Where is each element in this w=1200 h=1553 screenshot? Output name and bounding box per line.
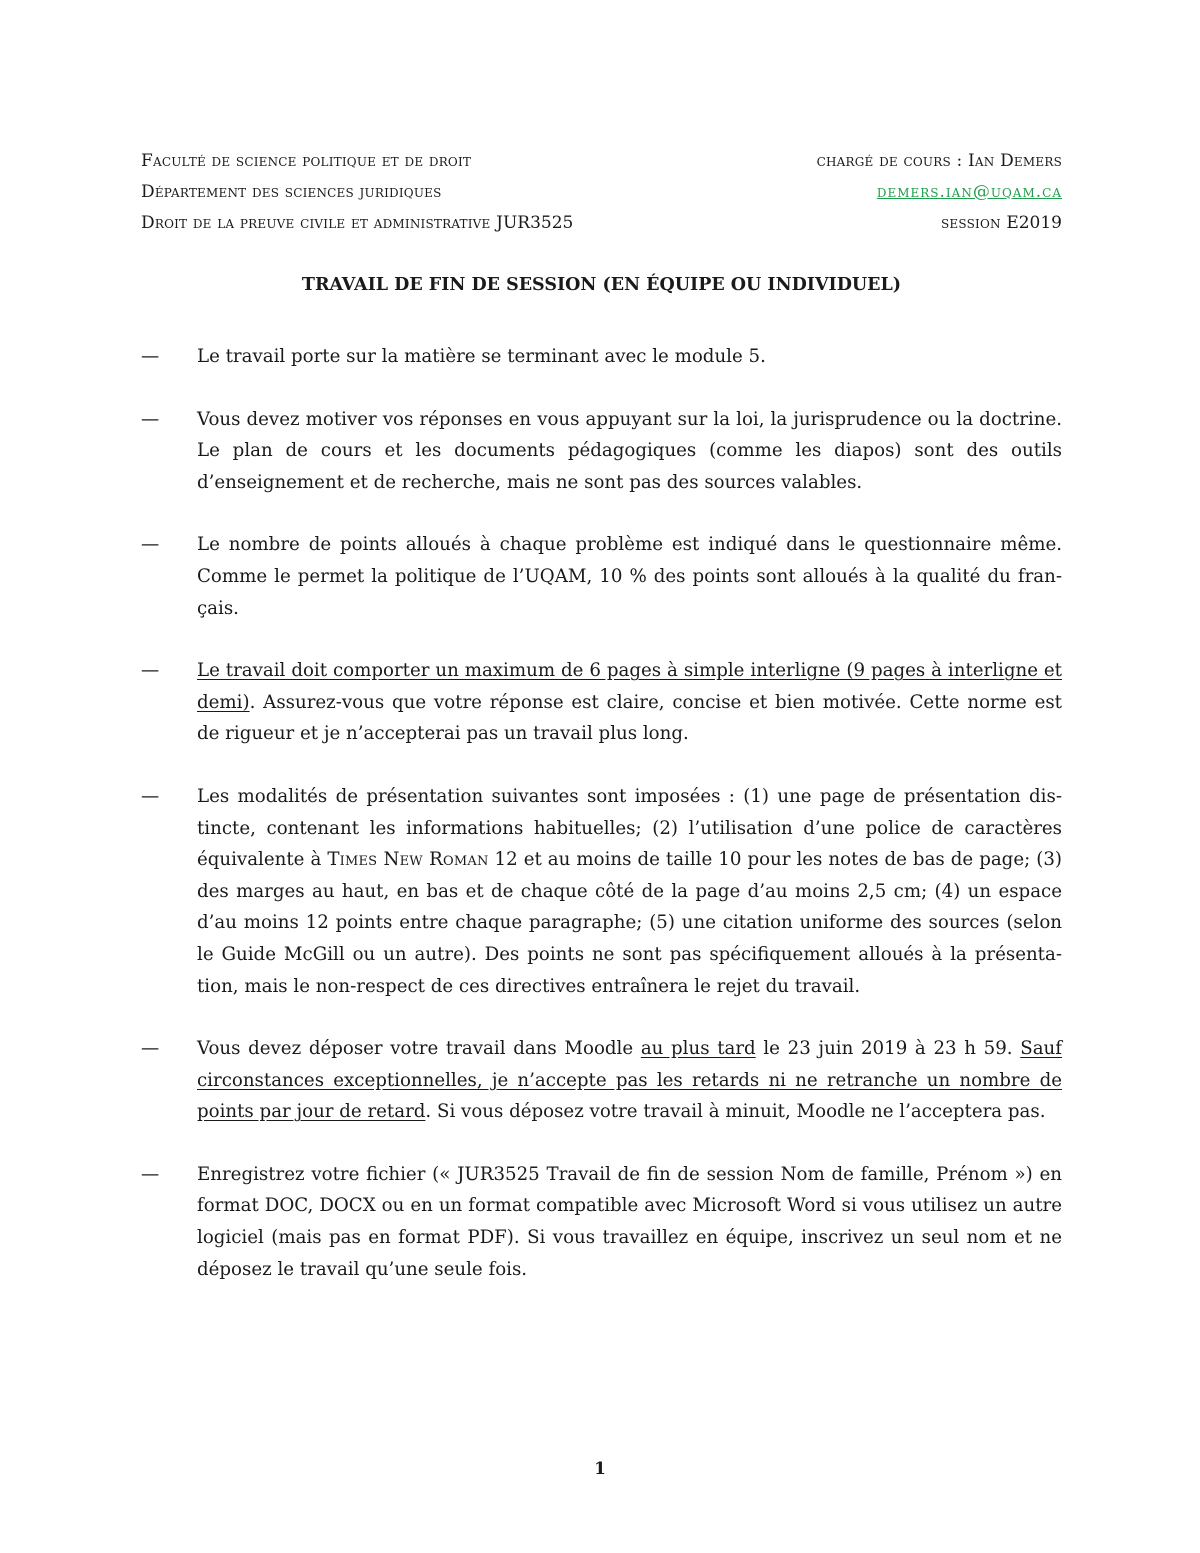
course-name: Droit de la preuve civile et administrative [141, 213, 497, 233]
faculty-name: Faculté de science politique et de droit [141, 151, 472, 171]
item-text-before: Les modalités de présentation suivantes sont imposées : (1) une page de présentation distincte, contenant les informations habituelles; (2) l’utilisation d’une police de caractères équivalente à [197, 785, 1062, 871]
item-text [197, 1033, 1062, 1128]
item-text-after: 12 et au moins de taille 10 pour les notes de bas de page; (3) des marges au haut, en bas et de chaque côté de la page d’au moins 2,5 cm; (4) un espace d’au moins 12 points entre chaque paragraphe; (5) une citation uniforme des sources (selon le Guide McGill ou un autre). Des points ne sont pas spécifiquement alloués à la présentation, mais le non-respect de ces directives entraînera le rejet du travail. [197, 849, 1062, 997]
list-item [141, 655, 1062, 750]
item-text: Vous devez motiver vos réponses en vous appuyant sur la loi, la jurisprudence ou la doctrine. Le plan de cours et les documents pédagogiques (comme les diapos) sont des outils d’enseignement et de recherche, mais ne sont pas des sources valables. [197, 408, 1062, 493]
session-line [941, 208, 1062, 239]
item-text: Le nombre de points alloués à chaque problème est indiqué dans le questionnaire même. Comme le permet la politique de l’UQAM, 10 % des points sont alloués à la qualité du français. [197, 534, 1062, 619]
bullet-dash: — [141, 785, 160, 807]
lecturer-line [817, 146, 1062, 177]
item-text [197, 655, 1062, 750]
course-code: JUR3525 [496, 213, 574, 233]
item-text [197, 781, 1062, 1002]
page-number: 1 [594, 1459, 606, 1479]
session-label: session [941, 213, 1007, 233]
document-header [141, 146, 1062, 239]
underlined-deadline: au plus tard [640, 1038, 756, 1060]
bullet-dash: — [141, 534, 160, 556]
bullet-dash: — [141, 1163, 160, 1185]
bullet-dash: — [141, 346, 160, 367]
underlined-requirement: Le travail doit comporter un maximum de 6 pages à simple interligne (9 pages à interligne et demi) [197, 660, 1062, 713]
department-name: Département des sciences juridiques [141, 182, 442, 202]
bullet-dash: — [141, 408, 160, 430]
header-row-3 [141, 208, 1062, 239]
lecturer-name: Ian Demers [968, 151, 1062, 171]
course-line [141, 208, 573, 239]
item-text: Le travail porte sur la matière se terminant avec le module 5. [197, 346, 766, 367]
list-item [141, 529, 1062, 624]
item-text-part1: Vous devez déposer votre travail dans Moodle [197, 1038, 641, 1060]
bullet-dash: — [141, 1038, 160, 1060]
document-title: TRAVAIL DE FIN DE SESSION (EN ÉQUIPE OU INDIVIDUEL) [301, 275, 902, 295]
session-code: E2019 [1006, 213, 1062, 233]
item-text-part2: le 23 juin 2019 à 23 h 59. [755, 1038, 1021, 1060]
item-text: Enregistrez votre fichier (« JUR3525 Travail de fin de session Nom de famille, Prénom ») en format DOC, DOCX ou en un format compatible avec Microsoft Word si vous utilisez un autre logiciel (mais pas en format PDF). Si vous travaillez en équipe, inscrivez un seul nom et ne déposez le travail qu’une seule fois. [197, 1163, 1062, 1280]
list-item [141, 1033, 1062, 1128]
list-item [141, 781, 1062, 1002]
list-item [141, 404, 1062, 499]
font-name: Times New Roman [327, 849, 489, 871]
item-text-rest: . Assurez-vous que votre réponse est claire, concise et bien motivée. Cette norme est de rigueur et je n’accepterai pas un travail plus long. [197, 691, 1062, 745]
bullet-dash: — [141, 660, 160, 682]
item-text-part3: . Si vous déposez votre travail à minuit, Moodle ne l’acceptera pas. [425, 1101, 1046, 1123]
lecturer-label: chargé de cours : [816, 151, 969, 171]
underlined-late-policy: Sauf circonstances exceptionnelles, je n’accepte pas les retards ni ne retranche un nombre de points par jour de retard [197, 1038, 1062, 1123]
header-row-1 [141, 146, 1062, 177]
list-item [141, 1159, 1062, 1285]
email-link[interactable]: demers.ian@uqam.ca [876, 182, 1062, 202]
instruction-list [141, 341, 1062, 1285]
list-item [141, 341, 1062, 373]
header-row-2 [141, 177, 1062, 208]
